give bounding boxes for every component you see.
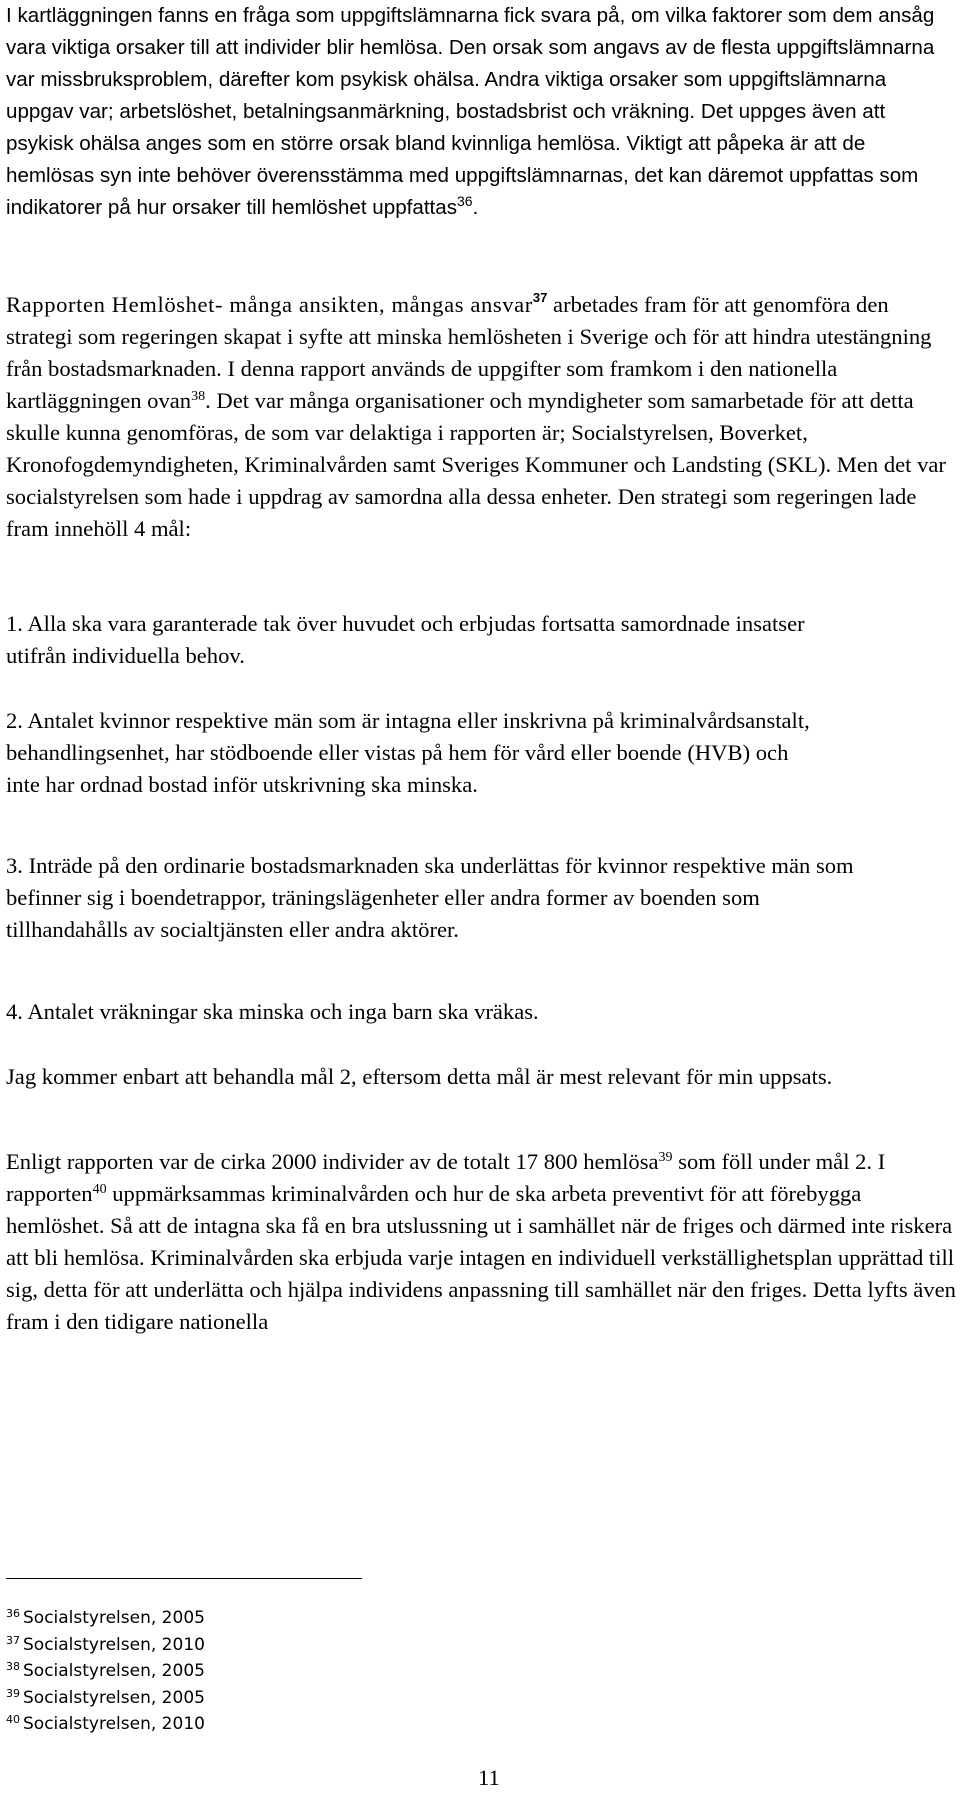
paragraph-prevention: Enligt rapporten var de cirka 2000 individer av de totalt 17 800 hemlösa$^{39}$ som föll under mål 2. I rapporten$^{40}$ uppmärksammas kriminalvården och hur de ska arbeta preventivt för att förebygga hemlöshet. Så att de intagna ska få en bra utslussning ut i samhället när de friges och därmed inte riskera att bli hemlösa. Kriminalvården ska erbjuda varje intagen en individuell verkställighetsplan upprättad till sig, detta för att underlätta och hjälpa individens anpassning till samhället när den friges. Detta lyfts även fram i den tidigare nationella — [6, 1149, 956, 1334]
goal-4: 4. Antalet vräkningar ska minska och inga barn ska vräkas. — [6, 999, 539, 1024]
goal-2: 2. Antalet kvinnor respektive män som är intagna eller inskrivna på kriminalvårdsanstalt, behandlingsenhet, har stödboende eller vistas på hem för vård eller boende (HVB) och inte har ordnad bostad inför utskrivning ska minska. — [6, 708, 810, 797]
footnote-40: $^{40}$ Socialstyrelsen, 2010 — [6, 1713, 205, 1734]
footnote-38: $^{38}$ Socialstyrelsen, 2005 — [6, 1660, 205, 1681]
footnote-ref-36[interactable]: 36 — [457, 193, 473, 209]
footnote-ref-39[interactable]: 39 — [658, 1150, 673, 1165]
footnote-ref-38[interactable]: 38 — [191, 389, 206, 404]
footnote-39: $^{39}$ Socialstyrelsen, 2005 — [6, 1686, 205, 1708]
footnote-ref-40[interactable]: 40 — [92, 1182, 107, 1197]
paragraph-scope: Jag kommer enbart att behandla mål 2, eftersom detta mål är mest relevant för min uppsats. — [6, 1064, 833, 1089]
goal-1: 1. Alla ska vara garanterade tak över huvudet och erbjudas fortsatta samordnade insatser utifrån individuella behov. — [6, 611, 805, 668]
footnote-36: $^{36}$ Socialstyrelsen, 2005 — [6, 1607, 205, 1628]
footnote-ref-37[interactable]: 37 — [532, 290, 548, 305]
page-number: 11 — [478, 1765, 500, 1790]
paragraph-homelessness-causes: I kartläggningen fanns en fråga som uppgiftslämnarna fick svara på, om vilka faktorer som dem ansåg vara viktiga orsaker till att individer blir hemlösa. Den orsak som angavs av de flesta uppgiftslämnarna var missbruksproblem, därefter kom psykisk ohälsa. Andra viktiga orsaker som uppgiftslämnarna uppgav var; arbetslöshet, betalningsanmärkning, bostadsbrist och vräkning. Det uppges även att psykisk ohälsa anges som en större orsak bland kvinnliga hemlösa. Viktigt att påpeka är att de hemlösas syn inte behöver överensstämma med uppgiftslämnarnas, det kan däremot uppfattas som indikatorer på hur orsaker till hemlöshet uppfattas$^{36}$. — [6, 4, 935, 219]
goal-3: 3. Inträde på den ordinarie bostadsmarknaden ska underlättas för kvinnor respektive män som befinner sig i boendetrappor, träningslägenheter eller andra former av boenden som tillhandahålls av socialtjänsten eller andra aktörer. — [6, 853, 854, 942]
paragraph-report-strategy: Rapporten Hemlöshet- många ansikten, mångas ansvar$^{37}$ arbetades fram för att genomföra den strategi som regeringen skapat i syfte att minska hemlösheten i Sverige och för att hindra utestängning från bostadsmarknaden. I denna rapport används de uppgifter som framkom i den nationella kartläggningen ovan$^{38}$. Det var många organisationer och myndigheter som samarbetade för att detta skulle kunna genomföras, de som var delaktiga i rapporten är; Socialstyrelsen, Boverket, Kronofogdemyndigheten, Kriminalvården samt Sveriges Kommuner och Landsting (SKL). Men det var socialstyrelsen som hade i uppdrag av samordna alla dessa enheter. Den strategi som regeringen lade fram innehöll 4 mål: — [6, 290, 946, 541]
footnote-list — [6, 1605, 606, 1738]
footnote-37: $^{37}$ Socialstyrelsen, 2010 — [6, 1633, 205, 1655]
footnote-divider — [6, 1578, 362, 1579]
document-page — [6, 0, 956, 1807]
